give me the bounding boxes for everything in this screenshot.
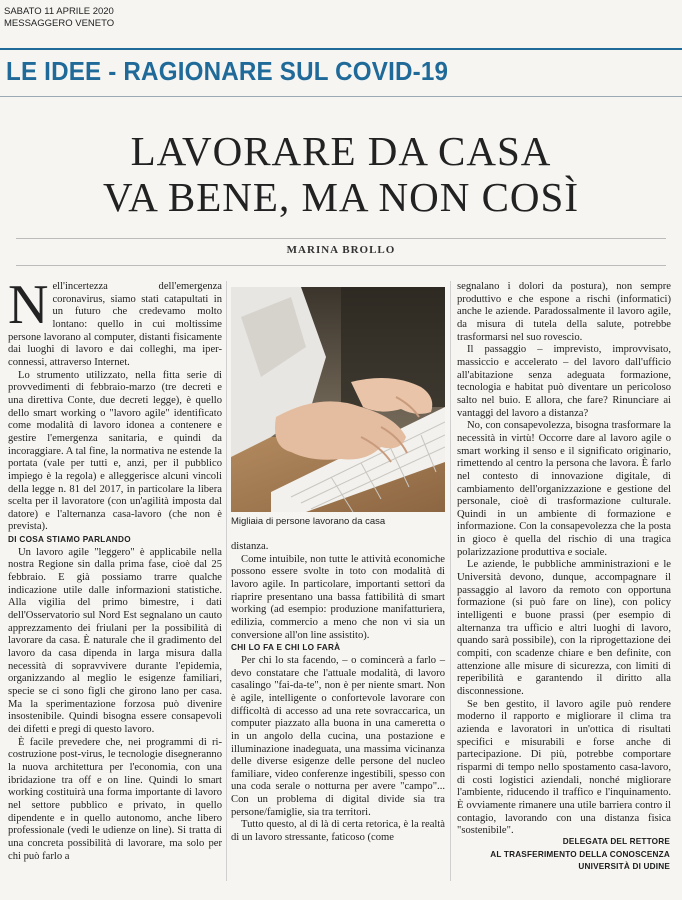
- author-signature: [490, 836, 670, 874]
- byline-rule-top: [16, 238, 666, 239]
- article-column-2: [231, 541, 445, 845]
- author-byline: MARINA BROLLO: [286, 244, 396, 256]
- paragraph: Per chi lo sta facendo, – o comincerà a farlo – devo constatare che l'attuale modalità, di lavoro casalingo "fai-da-te", non è per niente smart. Non è agile, intelligente o confortevole lavorare con difficoltà di accesso ad una rete sovraccarica, un computer piazzato alla buona in una cameretta o in un angolo della cucina, una postazione e illuminazione inadeguata, una massima vicinanza delle diverse esigenze delle persone del nucleo familiare, video conferenze ingestibili, spesso con una coda serale o notturna per avere "campo"... Con un problema di digital divide sia tra persone/famiglie, sia tra territori.: [231, 654, 445, 818]
- issue-date: SABATO 11 APRILE 2020: [4, 6, 114, 17]
- signature-line: DELEGATA DEL RETTORE: [562, 837, 670, 846]
- drop-cap: N: [8, 274, 49, 336]
- subheading: DI COSA STIAMO PARLANDO: [8, 535, 131, 545]
- paragraph: Nell'incertezza dell'emergenza coronavirus, siamo stati catapultati in un futuro che credevamo molto lontano: quello in cui moltissime persone lavorano al computer, distanti fisicamente dai luoghi di lavoro e dai colleghi, ma iper-connessi, attraverso Internet.: [8, 274, 222, 368]
- article-photo: [231, 287, 445, 512]
- paragraph: Lo strumento utilizzato, nella fitta serie di provvedimenti di febbraio-marzo (tre decreti e una direttiva Conte, due decreti legge), è quello dello smart working o "lavoro agile" identificato come modalità di lavoro idonea a contenere e gestire l'emergenza sanitaria, e quindi da incoraggiare. A tal fine, la normativa ne estende la portata (vale per tutti e, anzi, per il pubblico impiego è la regola) e alleggerisce alcuni vincoli della legge n. 81 del 2017, in particolare la libera scelta per il lavoratore (con un'agilità imposta dal datore) e l'alternanza casa-lavoro (che non è prevista).: [8, 369, 222, 533]
- paragraph: Il passaggio – imprevisto, improvvisato, massiccio e accelerato – del lavoro dall'ufficio all'abitazione senza adeguata formazione, tecnologia e habitat può diventare un pericoloso salto nel buio. E allora, che fare? Rinunciare ai vantaggi del lavoro a distanza?: [457, 344, 671, 419]
- paragraph: Se ben gestito, il lavoro agile può rendere moderno il rapporto e migliorare il clima tra azienda e lavoratori in un'ottica di risultati specifici e misurabili e forse anche di partecipazione. Di più, potrebbe comportare risparmi di tempo nello spostamento casa-lavoro, di costi logistici aziendali, nonché migliorare l'ambiente, riducendo il traffico e l'inquinamento. È ovviamente rimanere una utile barriera contro il contagio, lavorando con una distanza fisica "sostenibile".: [457, 698, 671, 837]
- paragraph: distanza.: [231, 541, 269, 552]
- paragraph: Come intuibile, non tutte le attività economiche possono essere svolte in toto con modalità di lavoro agile. In particolare, importanti settori da riaprire presentano una bassa fattibilità di smart working (ad esempio: produzione manifatturiera, edilizia, commercio a meno che non vi sia un conversione all'on line assistito).: [231, 553, 445, 641]
- section-rule-bottom: [0, 96, 682, 97]
- signature-line: UNIVERSITÀ DI UDINE: [578, 862, 670, 872]
- column-divider: [226, 281, 227, 881]
- signature-line: AL TRASFERIMENTO DELLA CONOSCENZA: [490, 849, 670, 859]
- article-headline: [0, 128, 682, 220]
- paragraph: No, con consapevolezza, bisogna trasformare la necessità in virtù! Occorre dare al lavoro agile o smart working il senso e il significato originario, rimettendo al centro la persona che lavora. È farlo nel contesto di innovazione digitale, di cambiamento dell'organizzazione e gestione del personale, cioè di trasformazione culturale. Quindi in un ambiente di formazione e informazione. Con la consapevolezza che la posta in gioco è quella del rischio di una tragica polarizzazione produttiva e sociale.: [457, 420, 671, 558]
- column-divider: [450, 281, 451, 881]
- paragraph: È facile prevedere che, nei programmi di ri-costruzione post-virus, le tecnologie disegneranno la nuova architettura per l'economia, con una ibridazione tra off e on line. Quindi lo smart working costituirà una forma importante di lavoro nel settore pubblico e privato, in quello dipendente e in quello autonomo, anche libero professionale (vedi le udienze on line). Si tratta di una concreta possibilità di lavorare, ma solo per chi può farlo a: [8, 736, 222, 862]
- paragraph: segnalano i dolori da postura), non sempre produttivo e che espone a rischi (informatici) anche le aziende. Paradossalmente il lavoro agile, da misura di tutela della salute, potrebbe trasformarsi nel suo rovescio.: [457, 281, 671, 343]
- paragraph: Un lavoro agile "leggero" è applicabile nella nostra Regione sin dalla prima fase, cioè dal 25 febbraio. E già possiamo trarre qualche indicazione utile dalle informazioni statistiche. Alla vigilia del primo bimestre, i dati dell'Osservatorio sul Nord Est segnalano un cauto apprezzamento dei friulani per la possibilità di lavorare da casa. È naturale che il gradimento del lavoro da casa dipenda in larga misura dalla necessità di sopravvivere durante l'epidemia, organizzando al meglio le esigenze familiari, specie se ci sono figli che girono lano per casa. Ma la sperimentazione forzosa può divenire insostenibile. Quindi bisogna essere consapevoli dei difetti e pregi di questo lavoro.: [8, 546, 222, 735]
- byline-rule-bottom: [16, 265, 666, 266]
- article-column-1: [8, 274, 222, 863]
- headline-line-2: VA BENE, MA NON COSÌ: [102, 174, 579, 220]
- subheading: CHI LO FA E CHI LO FARÀ: [231, 643, 341, 653]
- section-rule-top: [0, 48, 682, 50]
- article-column-3: [457, 281, 671, 838]
- paragraph: Tutto questo, al di là di certa retorica, è la realtà di un lavoro stressante, faticoso (come: [231, 819, 445, 844]
- masthead: [4, 6, 114, 30]
- paragraph: Le aziende, le pubbliche amministrazioni e le Università devono, dunque, accompagnare il passaggio al lavoro da remoto con opportuna formazione (si può fare on line), con policy intelligenti e buone prassi (per esempio di alternanza tra ufficio e altri luoghi di lavoro, quando sarà possibile), con la riprogettazione dei compiti, con scadenze chiare e ben definite, con attenzione alle misure di sicurezza, con limiti di reperibilità e garantendo il diritto alla disconnessione.: [457, 559, 671, 697]
- photo-caption: Migliaia di persone lavorano da casa: [231, 516, 386, 527]
- typing-hands-illustration: [231, 287, 445, 512]
- newspaper-name: MESSAGGERO VENETO: [4, 18, 115, 29]
- headline-line-1: LAVORARE DA CASA: [130, 128, 552, 174]
- section-title: LE IDEE - RAGIONARE SUL COVID-19: [6, 56, 449, 86]
